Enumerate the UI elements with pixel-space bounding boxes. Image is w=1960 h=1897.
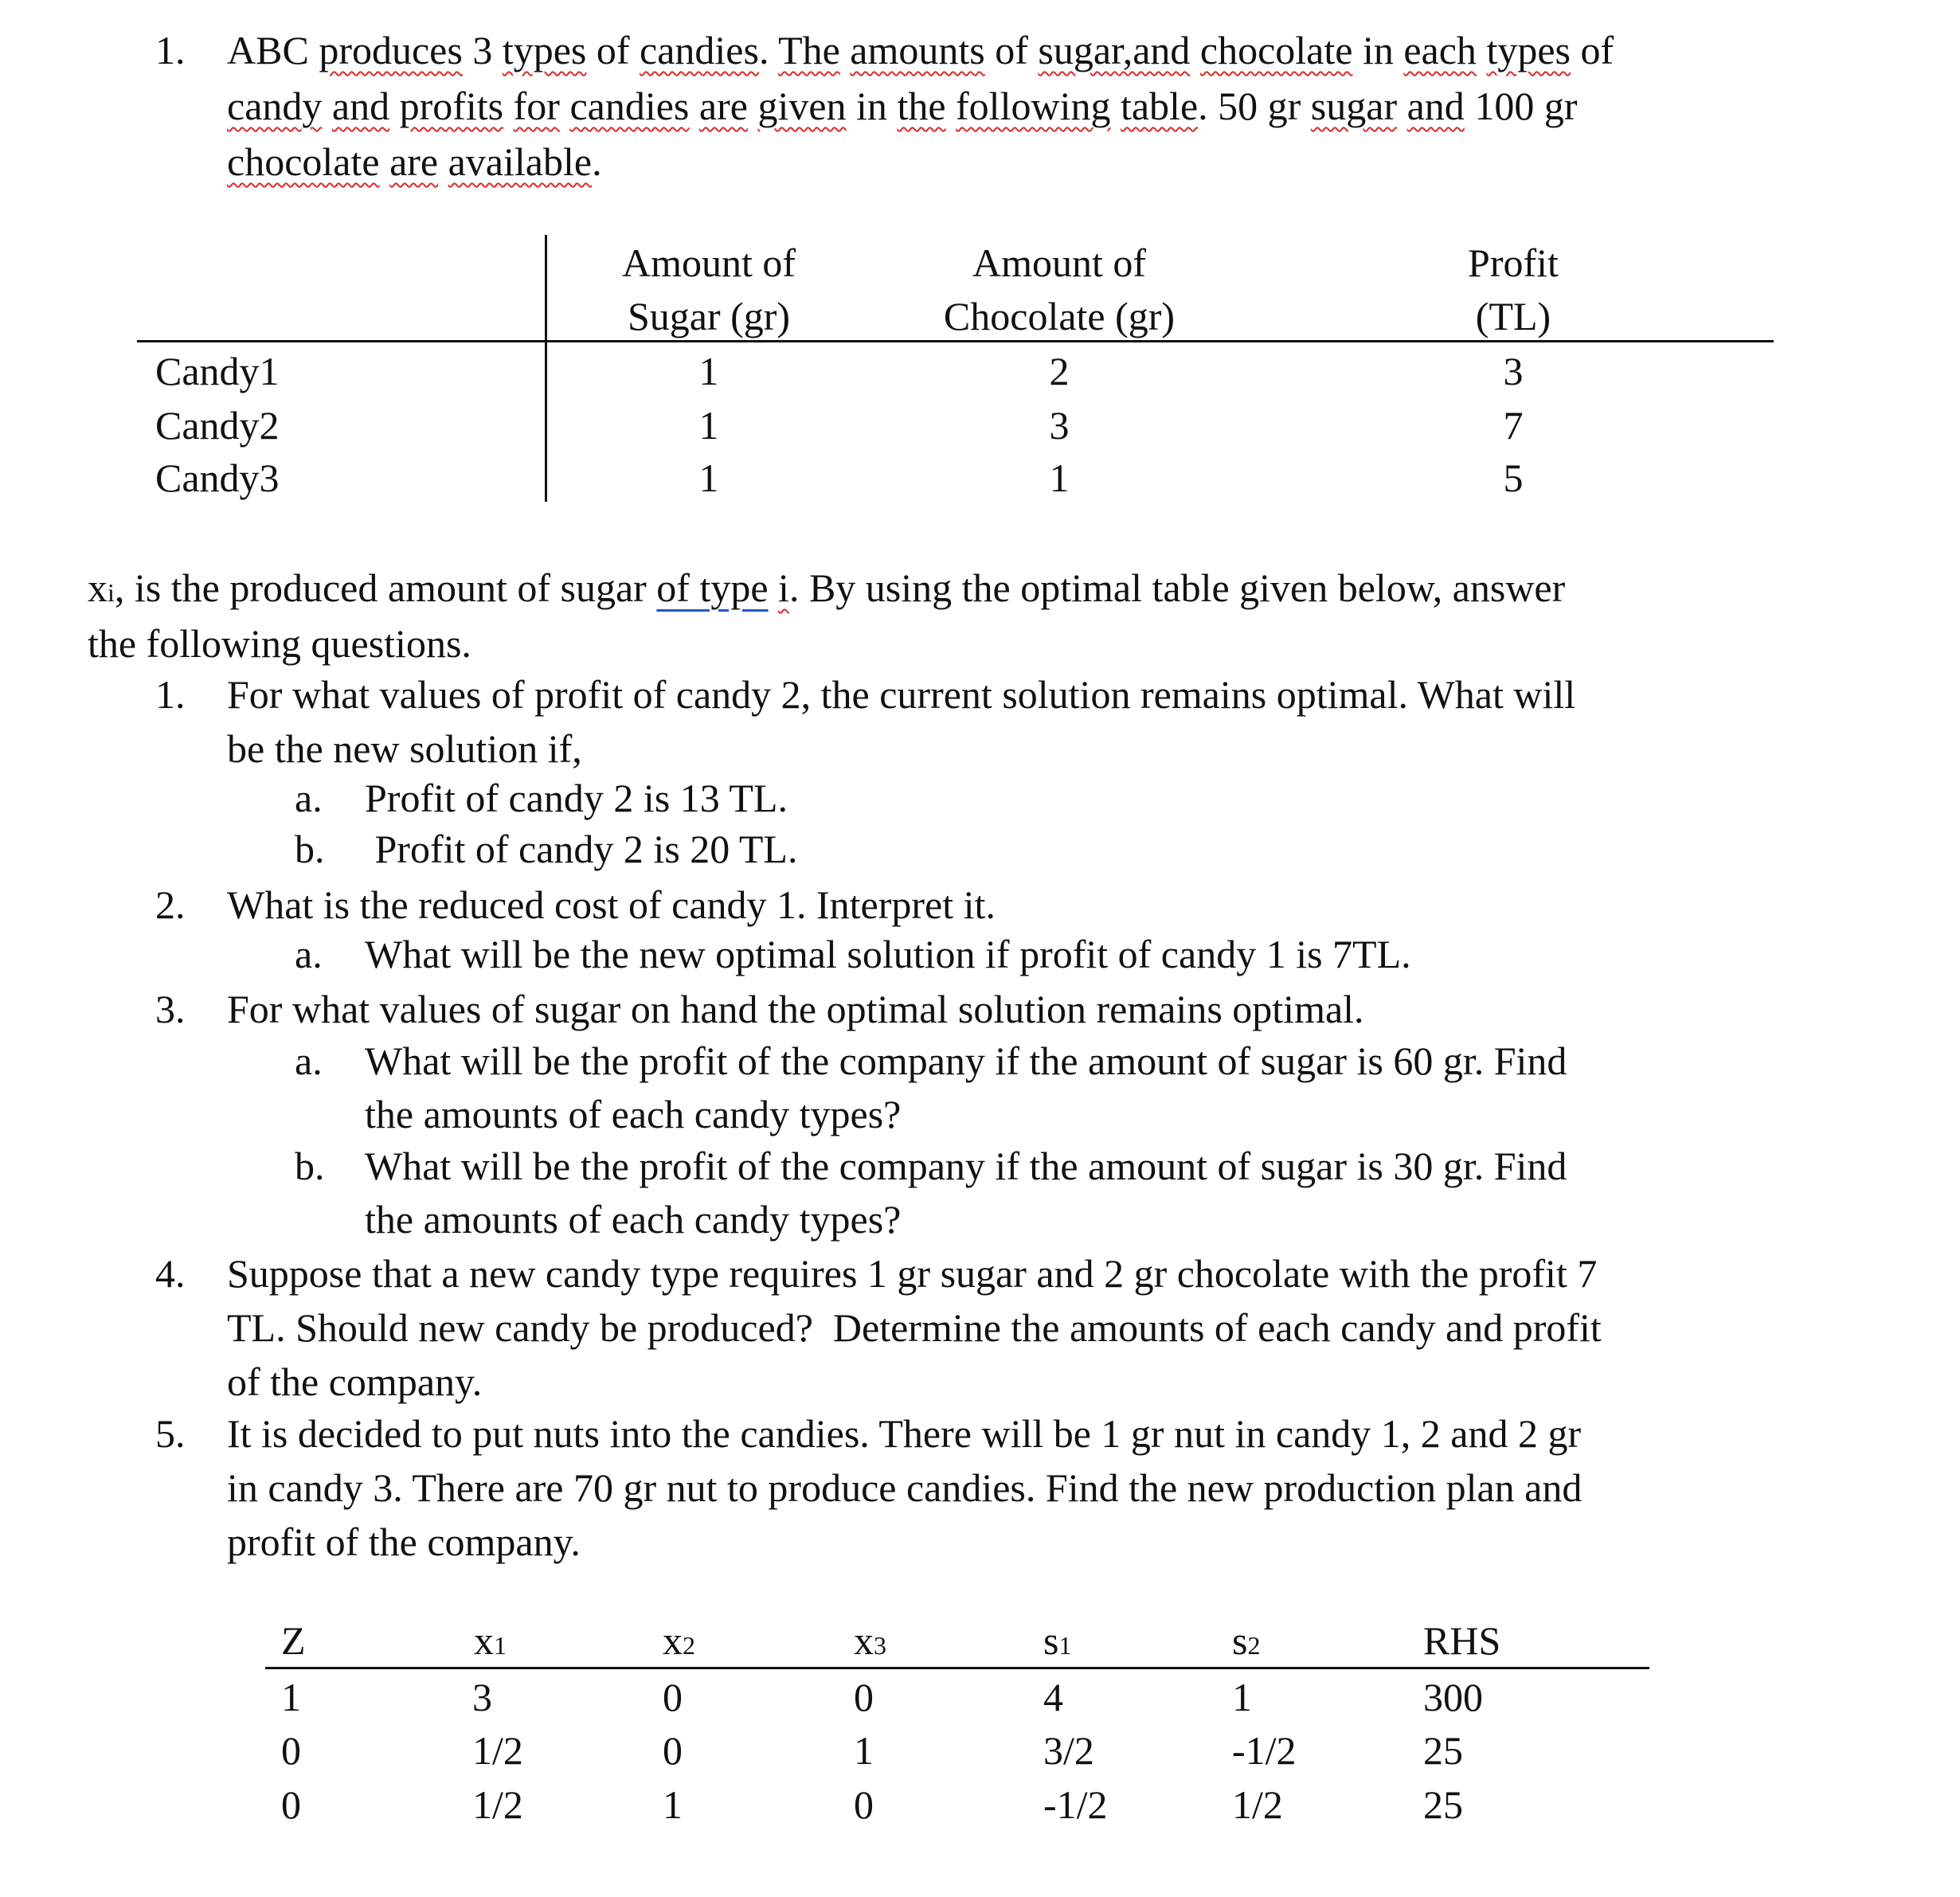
intro-line-1-segment-11: sugar,and <box>1038 28 1191 72</box>
tableau-r2-x1: 1/2 <box>472 1782 523 1827</box>
tableau-header-rhs: RHS <box>1423 1618 1501 1663</box>
header-chocolate-line2: Chocolate (gr) <box>943 294 1176 338</box>
tableau-r0-x3: 0 <box>854 1675 874 1719</box>
tableau-header-s1: s1 <box>1043 1618 1072 1663</box>
row-candy2-sugar: 1 <box>698 403 719 448</box>
question-1a-letter: a. <box>295 776 323 820</box>
intro-line-2-segment-7 <box>560 84 570 128</box>
tableau-r0-s2: 1 <box>1232 1675 1252 1719</box>
intro-line-2-segment-21 <box>1397 84 1407 128</box>
intro-line-1-segment-1: produces <box>319 28 463 72</box>
row-candy2-name: Candy2 <box>155 403 280 448</box>
intro-line-1-segment-9: amounts <box>850 28 985 72</box>
tableau-r2-rhs: 25 <box>1423 1782 1463 1827</box>
row-candy3-chocolate: 1 <box>1049 456 1070 500</box>
explanation-text-2: . By using the optimal table given below, answer <box>788 565 1566 610</box>
question-4-line-3: of the company. <box>227 1359 483 1404</box>
intro-line-1-segment-3: types <box>502 28 587 72</box>
tableau-r2-z: 0 <box>281 1782 301 1827</box>
intro-line-3 <box>227 134 602 190</box>
intro-line-3-segment-5: . <box>592 139 602 184</box>
row-candy3-sugar: 1 <box>698 456 719 500</box>
intro-line-2-segment-8: candies <box>569 84 690 128</box>
intro-line-2-segment-18: table <box>1120 84 1199 128</box>
row-candy3-profit: 5 <box>1503 456 1524 500</box>
explanation-line-2: the following questions. <box>88 621 471 666</box>
intro-line-2-segment-0: candy <box>227 84 323 128</box>
intro-line-1-segment-14: in <box>1352 28 1404 72</box>
header-chocolate-line1: Amount of <box>972 241 1147 285</box>
intro-line-2-segment-20: sugar <box>1310 84 1398 128</box>
tableau-r1-rhs: 25 <box>1423 1728 1463 1773</box>
question-1b-letter: b. <box>295 827 325 871</box>
question-3a-line-2: the amounts of each candy types? <box>365 1092 902 1136</box>
row-candy2-profit: 7 <box>1503 403 1524 448</box>
tableau-r0-x2: 0 <box>663 1675 683 1719</box>
header-sugar-line2: Sugar (gr) <box>627 294 791 338</box>
question-3-line-1: For what values of sugar on hand the optimal solution remains optimal. <box>227 987 1364 1031</box>
type-link: of type <box>656 565 769 610</box>
intro-line-1-segment-2: 3 <box>462 28 503 72</box>
intro-line-2-segment-6: for <box>513 84 560 128</box>
question-4-number: 4. <box>155 1251 186 1296</box>
row-candy1-profit: 3 <box>1503 349 1524 393</box>
intro-line-3-segment-4: available <box>448 139 593 184</box>
intro-line-2-segment-19: . 50 gr <box>1198 84 1311 128</box>
intro-line-2-segment-12: given <box>757 84 847 128</box>
intro-line-1 <box>227 22 1614 78</box>
tableau-r1-x3: 1 <box>854 1728 874 1773</box>
intro-line-1-segment-7: The <box>778 28 840 72</box>
intro-line-1-segment-15: each <box>1403 28 1477 72</box>
question-3-number: 3. <box>155 987 186 1031</box>
row-candy1-chocolate: 2 <box>1049 349 1070 393</box>
var-x-subscript: i <box>108 578 115 607</box>
intro-line-1-segment-16 <box>1477 28 1487 72</box>
explanation-space <box>769 565 779 610</box>
intro-line-2 <box>227 78 1577 134</box>
question-1-line-2: be the new solution if, <box>227 726 582 771</box>
table-vertical-rule <box>545 235 547 502</box>
intro-line-1-segment-17: types <box>1486 28 1571 72</box>
explanation-text-1: , is the produced amount of sugar <box>114 565 657 610</box>
intro-line-2-segment-23: 100 gr <box>1464 84 1578 128</box>
intro-line-3-segment-3 <box>438 139 448 184</box>
intro-line-2-segment-4: profits <box>399 84 504 128</box>
question-3a-line-1: What will be the profit of the company if the amount of sugar is 60 gr. Find <box>365 1038 1567 1083</box>
intro-line-1-segment-4: of <box>586 28 640 72</box>
question-4-line-2: TL. Should new candy be produced? Determine the amounts of each candy and profit <box>227 1305 1602 1350</box>
intro-line-2-segment-10: are <box>698 84 748 128</box>
tableau-r1-x1: 1/2 <box>472 1728 523 1773</box>
tableau-header-x3: x3 <box>854 1618 886 1663</box>
question-1b-text: Profit of candy 2 is 20 TL. <box>365 827 798 871</box>
intro-number: 1. <box>155 28 186 72</box>
intro-line-1-segment-6: . <box>758 28 779 72</box>
question-3b-letter: b. <box>295 1144 325 1188</box>
header-sugar-line1: Amount of <box>621 241 796 285</box>
tableau-header-z: Z <box>281 1618 306 1663</box>
tableau-r1-s2: -1/2 <box>1232 1728 1297 1773</box>
intro-line-2-segment-1 <box>322 84 332 128</box>
question-5-line-1: It is decided to put nuts into the candies. There will be 1 gr nut in candy 1, 2 and 2 gr <box>227 1411 1582 1456</box>
question-5-line-2: in candy 3. There are 70 gr nut to produce candies. Find the new production plan and <box>227 1465 1582 1510</box>
question-1-line-1: For what values of profit of candy 2, the current solution remains optimal. What will <box>227 672 1576 717</box>
tableau-r0-rhs: 300 <box>1423 1675 1483 1719</box>
tableau-r1-z: 0 <box>281 1728 301 1773</box>
intro-line-2-segment-2: and <box>331 84 390 128</box>
intro-line-1-segment-10: of <box>984 28 1039 72</box>
question-3a-letter: a. <box>295 1038 323 1083</box>
tableau-r0-z: 1 <box>281 1675 301 1719</box>
intro-line-2-segment-15 <box>946 84 957 128</box>
question-2-line-1: What is the reduced cost of candy 1. Interpret it. <box>227 882 996 927</box>
index-i: i <box>778 565 789 610</box>
intro-line-2-segment-13: in <box>846 84 898 128</box>
intro-line-1-segment-5: candies <box>640 28 759 72</box>
explanation-line-1 <box>88 560 1565 620</box>
question-2-number: 2. <box>155 882 186 927</box>
tableau-r0-s1: 4 <box>1043 1675 1063 1719</box>
question-2a-letter: a. <box>295 932 323 976</box>
header-profit-line2: (TL) <box>1475 294 1551 338</box>
intro-line-2-segment-9 <box>689 84 699 128</box>
intro-line-2-segment-3 <box>389 84 400 128</box>
intro-line-2-segment-5 <box>503 84 514 128</box>
intro-line-3-segment-0: chocolate <box>227 139 380 184</box>
tableau-r2-x3: 0 <box>854 1782 874 1827</box>
intro-line-1-segment-18: of <box>1570 28 1614 72</box>
tableau-r2-s2: 1/2 <box>1232 1782 1283 1827</box>
question-1a-text: Profit of candy 2 is 13 TL. <box>365 776 788 820</box>
tableau-header-x1: x1 <box>474 1618 507 1663</box>
intro-line-2-segment-11 <box>748 84 758 128</box>
row-candy2-chocolate: 3 <box>1049 403 1070 448</box>
question-3b-line-2: the amounts of each candy types? <box>365 1197 902 1242</box>
question-5-line-3: profit of the company. <box>227 1520 581 1564</box>
row-candy1-name: Candy1 <box>155 349 280 393</box>
question-3b-line-1: What will be the profit of the company if the amount of sugar is 30 gr. Find <box>365 1144 1567 1188</box>
intro-line-2-segment-17 <box>1110 84 1121 128</box>
intro-line-1-segment-0: ABC <box>227 28 319 72</box>
question-1-number: 1. <box>155 672 186 717</box>
intro-line-2-segment-14: the <box>897 84 946 128</box>
tableau-header-s2: s2 <box>1232 1618 1261 1663</box>
var-x: x <box>88 565 108 610</box>
intro-line-3-segment-2: are <box>389 139 439 184</box>
question-2a-text: What will be the new optimal solution if profit of candy 1 is 7TL. <box>365 932 1411 976</box>
intro-line-1-segment-12 <box>1190 28 1200 72</box>
intro-line-1-segment-13: chocolate <box>1199 28 1353 72</box>
tableau-r1-s1: 3/2 <box>1043 1728 1094 1773</box>
tableau-r1-x2: 0 <box>663 1728 683 1773</box>
row-candy1-sugar: 1 <box>698 349 719 393</box>
intro-line-2-segment-16: following <box>956 84 1111 128</box>
tableau-r0-x1: 3 <box>472 1675 492 1719</box>
intro-line-2-segment-22: and <box>1406 84 1465 128</box>
tableau-header-x2: x2 <box>663 1618 695 1663</box>
question-5-number: 5. <box>155 1411 186 1456</box>
tableau-r2-x2: 1 <box>663 1782 683 1827</box>
row-candy3-name: Candy3 <box>155 456 280 500</box>
tableau-r2-s1: -1/2 <box>1043 1782 1108 1827</box>
intro-line-1-segment-8 <box>840 28 851 72</box>
intro-line-3-segment-1 <box>380 139 390 184</box>
question-4-line-1: Suppose that a new candy type requires 1 gr sugar and 2 gr chocolate with the profit 7 <box>227 1251 1598 1296</box>
header-profit-line1: Profit <box>1468 241 1559 285</box>
